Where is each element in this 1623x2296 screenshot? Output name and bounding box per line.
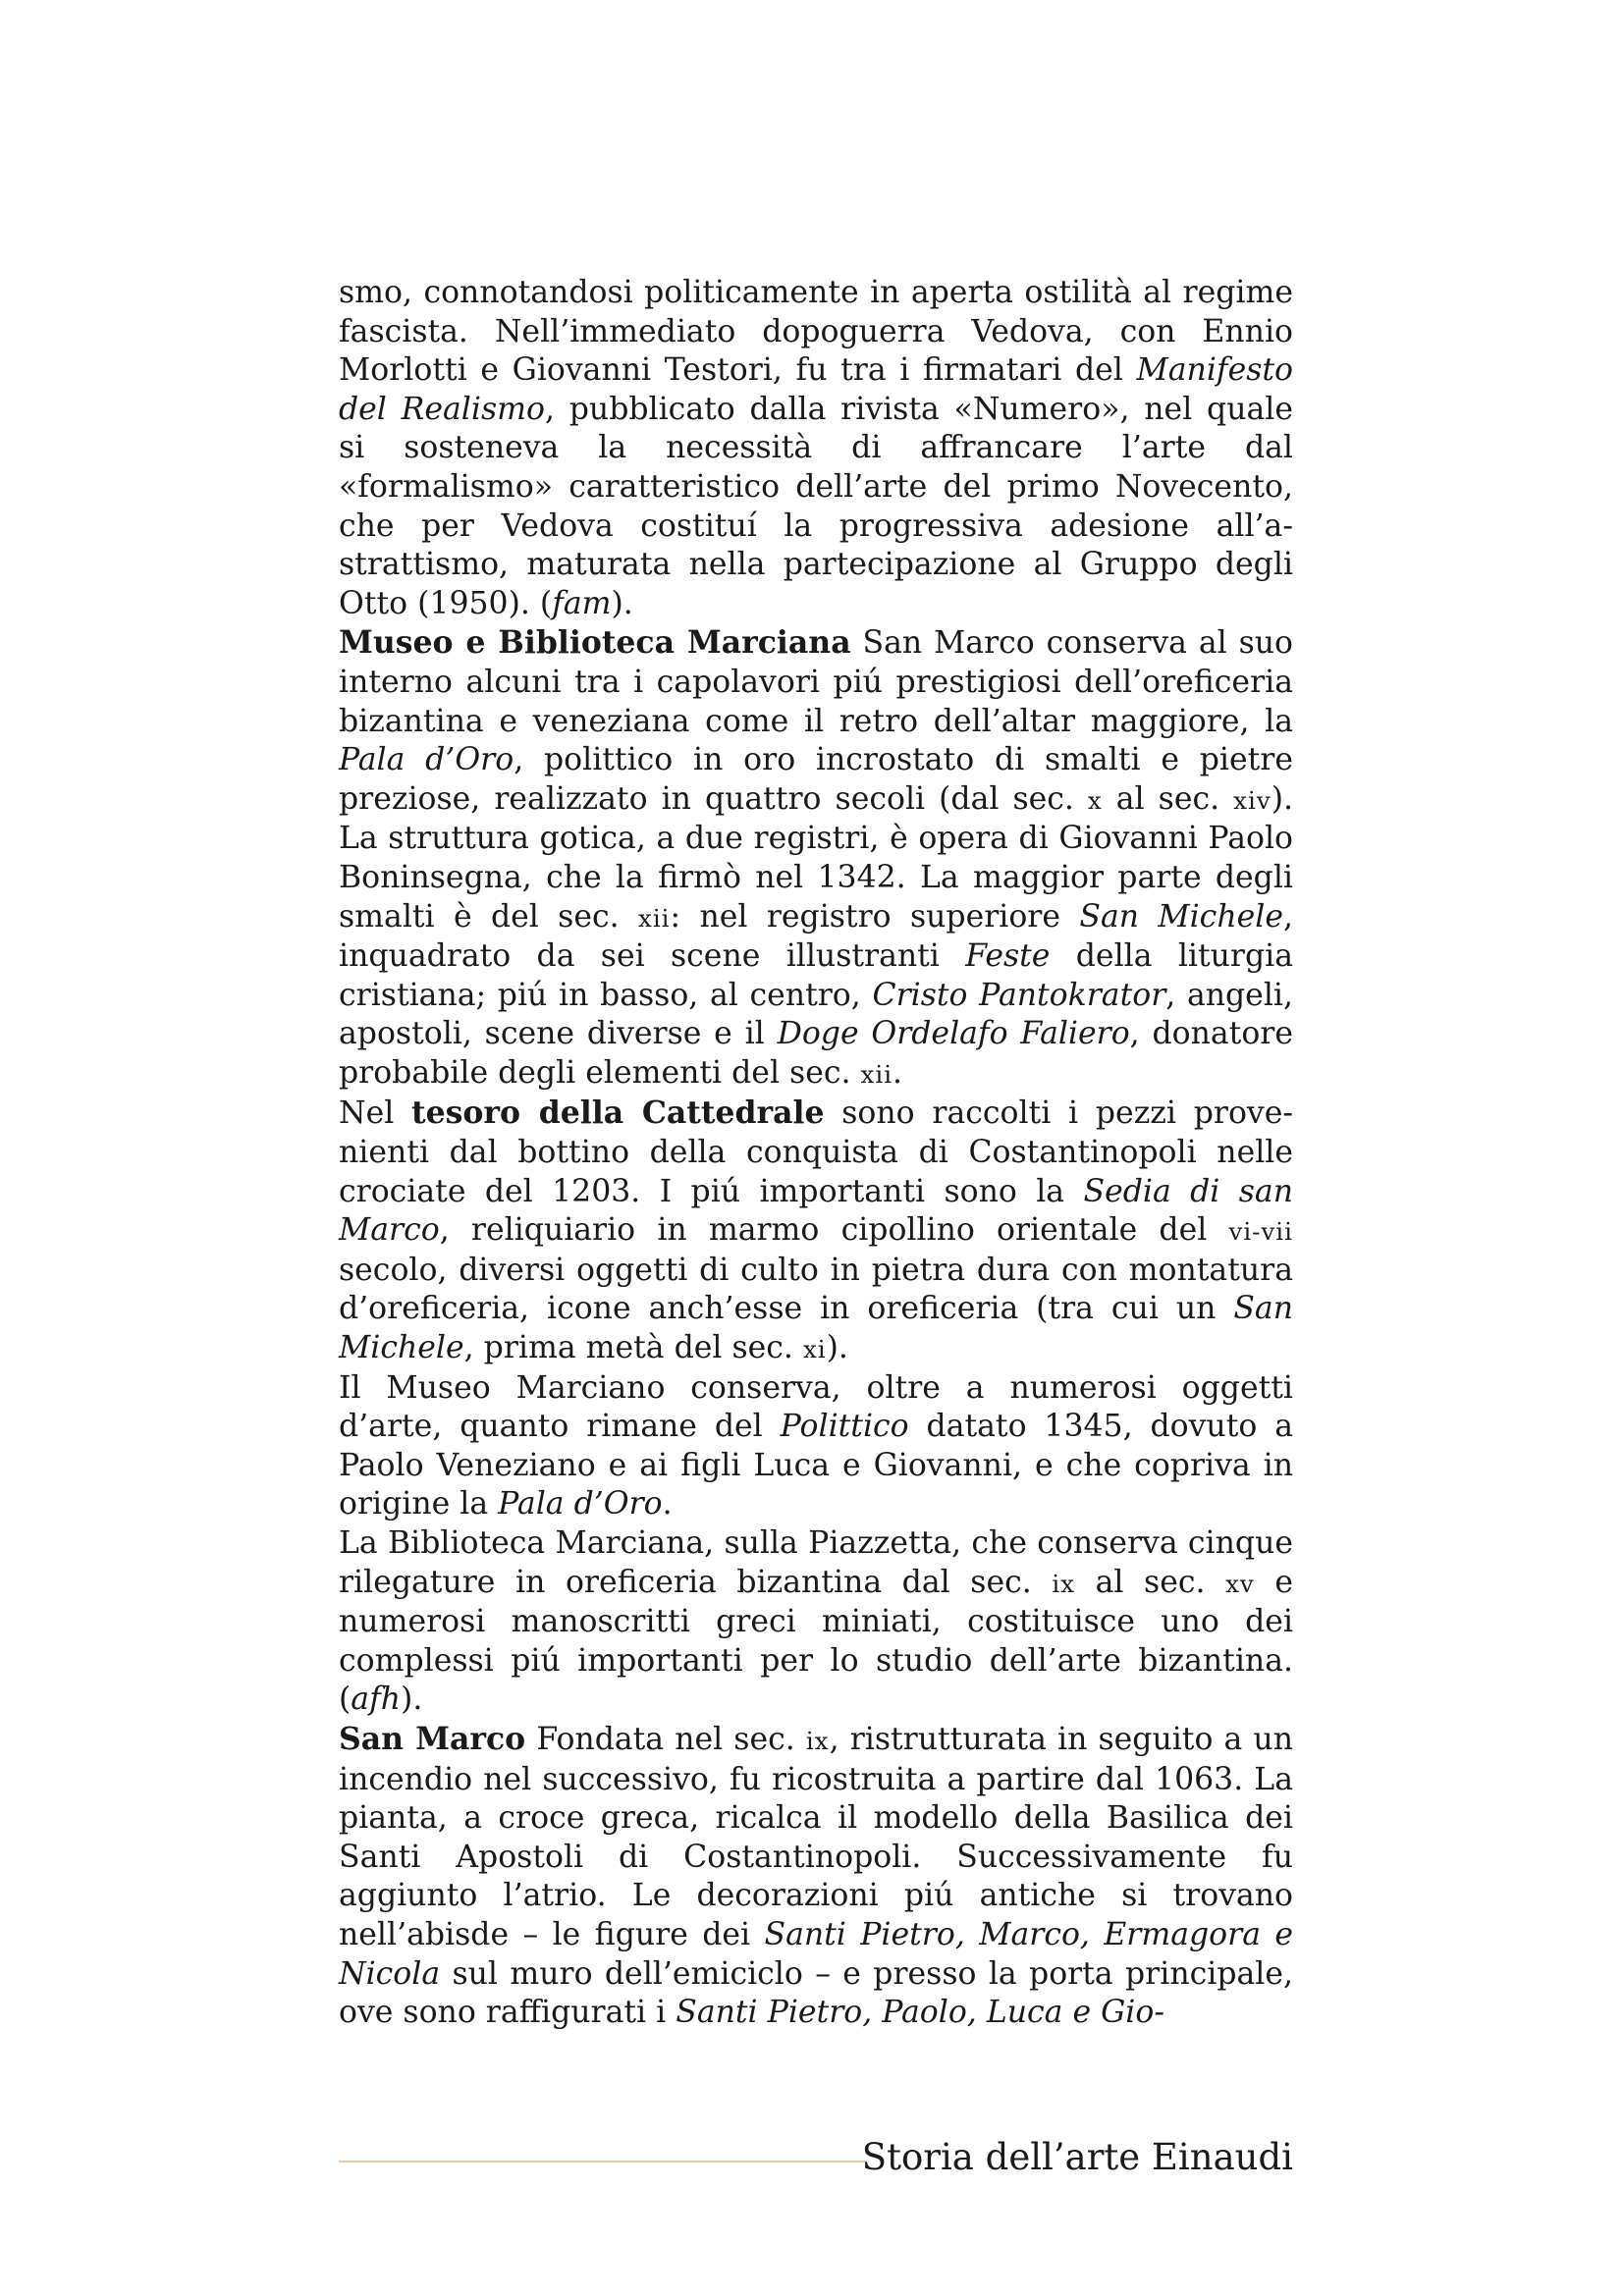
text-run: al sec. bbox=[1102, 780, 1234, 817]
text-run: , angeli, apostoli, scene diverse e il bbox=[339, 977, 1293, 1052]
paragraph bbox=[339, 1369, 1293, 1524]
text-run: Fondata nel sec. bbox=[525, 1721, 806, 1757]
bold-heading: San Marco bbox=[339, 1720, 526, 1757]
italic-text: Pala d’Oro bbox=[498, 1486, 663, 1522]
italic-text: Santi Pietro, Marco, Ermagora e Nicola bbox=[339, 1916, 1294, 1992]
text-run: ). bbox=[611, 585, 633, 621]
footer-rule bbox=[339, 2161, 867, 2163]
text-run: : nel registro superiore bbox=[670, 898, 1080, 934]
body-text bbox=[339, 274, 1293, 2033]
roman-numeral: x bbox=[1087, 785, 1103, 815]
italic-text: Manifesto del Realismo bbox=[339, 352, 1293, 427]
paragraph bbox=[339, 1094, 1293, 1368]
roman-numeral: xv bbox=[1225, 1569, 1255, 1598]
text-run: Il Museo Marciano conserva, oltre a numerosi oggetti d’arte, quanto rimane del bbox=[339, 1369, 1293, 1445]
text-run: della liturgia cristiana; piú in basso, al centro, bbox=[339, 938, 1293, 1013]
roman-numeral: ix bbox=[1052, 1569, 1076, 1598]
text-run: , pubblicato dalla rivista «Numero», nel quale si sosteneva la necessità di affrancare l’arte dal «formalismo» caratteristico dell’arte del primo Novecento, che per Vedova costituí la progressiva adesione all’astrattismo, maturata nella partecipazione al Gruppo degli Otto (1950). ( bbox=[339, 391, 1293, 621]
italic-text: Polittico bbox=[780, 1409, 909, 1445]
text-run: al sec. bbox=[1075, 1564, 1226, 1600]
roman-numeral: ix bbox=[805, 1726, 830, 1755]
bold-heading: Museo e Biblioteca Marciana bbox=[339, 624, 851, 662]
italic-text: Santi Pietro, Paolo, Luca e Gio- bbox=[676, 1995, 1164, 2031]
footer-title: Storia dell’arte Einaudi bbox=[861, 2136, 1293, 2178]
paragraph bbox=[339, 274, 1293, 623]
text-run: , ristrutturata in seguito a un incendio nel successivo, fu ricostruita a partire dal 1063. La pianta, a croce greca, ricalca il modello della Basilica dei Santi Apostoli di Costantinopoli. Successivamente fu aggiunto l’atrio. Le decorazioni piú antiche si trovano nell’abisde – le figure dei bbox=[339, 1721, 1294, 1952]
text-run: San Marco conserva al suo interno alcuni tra i capolavori piú prestigiosi dell’oreficeria bizantina e veneziana come il retro dell’altar maggiore, la bbox=[339, 625, 1293, 739]
text-run: , reliquiario in marmo cipollino orientale del bbox=[439, 1212, 1229, 1249]
paragraph bbox=[339, 1524, 1293, 1720]
text-run: , donatore probabile degli elementi del sec. bbox=[339, 1016, 1294, 1091]
text-run: sono raccolti i pezzi provenienti dal bottino della conquista di Costantinopoli nelle crociate del 1203. I piú importanti sono la bbox=[339, 1095, 1293, 1209]
text-run: ). La struttura gotica, a due registri, è opera di Giovanni Paolo Boninsegna, che la firmò nel 1342. La maggior parte degli smalti è del sec. bbox=[339, 780, 1293, 934]
text-run: secolo, diversi oggetti di culto in pietra dura con montatura d’oreficeria, icone anch’esse in oreficeria (tra cui un bbox=[339, 1252, 1293, 1327]
italic-text: afh bbox=[351, 1682, 402, 1718]
paragraph bbox=[339, 623, 1293, 1094]
text-run: La Biblioteca Marciana, sulla Piazzetta, che conserva cinque rilegature in oreficeria bizantina dal sec. bbox=[339, 1525, 1293, 1600]
text-run: e numerosi manoscritti greci miniati, costituisce uno dei complessi piú importanti per lo studio dell’arte bizantina. ( bbox=[339, 1564, 1294, 1718]
text-run: ). bbox=[826, 1330, 848, 1366]
text-run: datato 1345, dovuto a Paolo Veneziano e ai figli Luca e Giovanni, e che copriva in origine la bbox=[339, 1409, 1293, 1522]
text-run: . bbox=[893, 1054, 903, 1091]
roman-numeral: vi-vii bbox=[1228, 1217, 1293, 1247]
italic-text: San Michele bbox=[339, 1291, 1293, 1366]
text-run: , polittico in oro incrostato di smalti e pietre preziose, realizzato in quattro secoli (dal sec. bbox=[339, 742, 1293, 817]
italic-text: San Michele bbox=[1079, 898, 1283, 934]
italic-text: fam bbox=[552, 585, 612, 621]
text-run: sul muro dell’emiciclo – e presso la porta principale, ove sono raffigurati i bbox=[339, 1955, 1293, 2031]
roman-numeral: xii bbox=[860, 1059, 893, 1089]
roman-numeral: xiv bbox=[1233, 785, 1271, 815]
text-run: , prima metà del sec. bbox=[463, 1330, 803, 1366]
text-run: Nel bbox=[339, 1095, 412, 1132]
roman-numeral: xi bbox=[802, 1335, 827, 1364]
text-run: , inquadrato da sei scene illustranti bbox=[339, 898, 1293, 975]
roman-numeral: xii bbox=[638, 903, 671, 933]
bold-heading: tesoro della Cattedrale bbox=[411, 1095, 825, 1132]
italic-text: Cristo Pantokrator bbox=[872, 977, 1166, 1013]
text-run: . bbox=[662, 1486, 673, 1522]
text-run: smo, connotandosi politicamente in aperta ostilità al regime fascista. Nell’immediato dopoguerra Vedova, con Ennio Morlotti e Giovanni Testori, fu tra i firmatari del bbox=[339, 275, 1293, 389]
italic-text: Sedia di san Marco bbox=[339, 1173, 1293, 1249]
italic-text: Doge Ordelafo Faliero bbox=[777, 1016, 1130, 1052]
text-run: ). bbox=[401, 1682, 423, 1718]
paragraph bbox=[339, 1720, 1293, 2033]
italic-text: Pala d’Oro bbox=[339, 742, 514, 778]
italic-text: Feste bbox=[965, 938, 1051, 975]
